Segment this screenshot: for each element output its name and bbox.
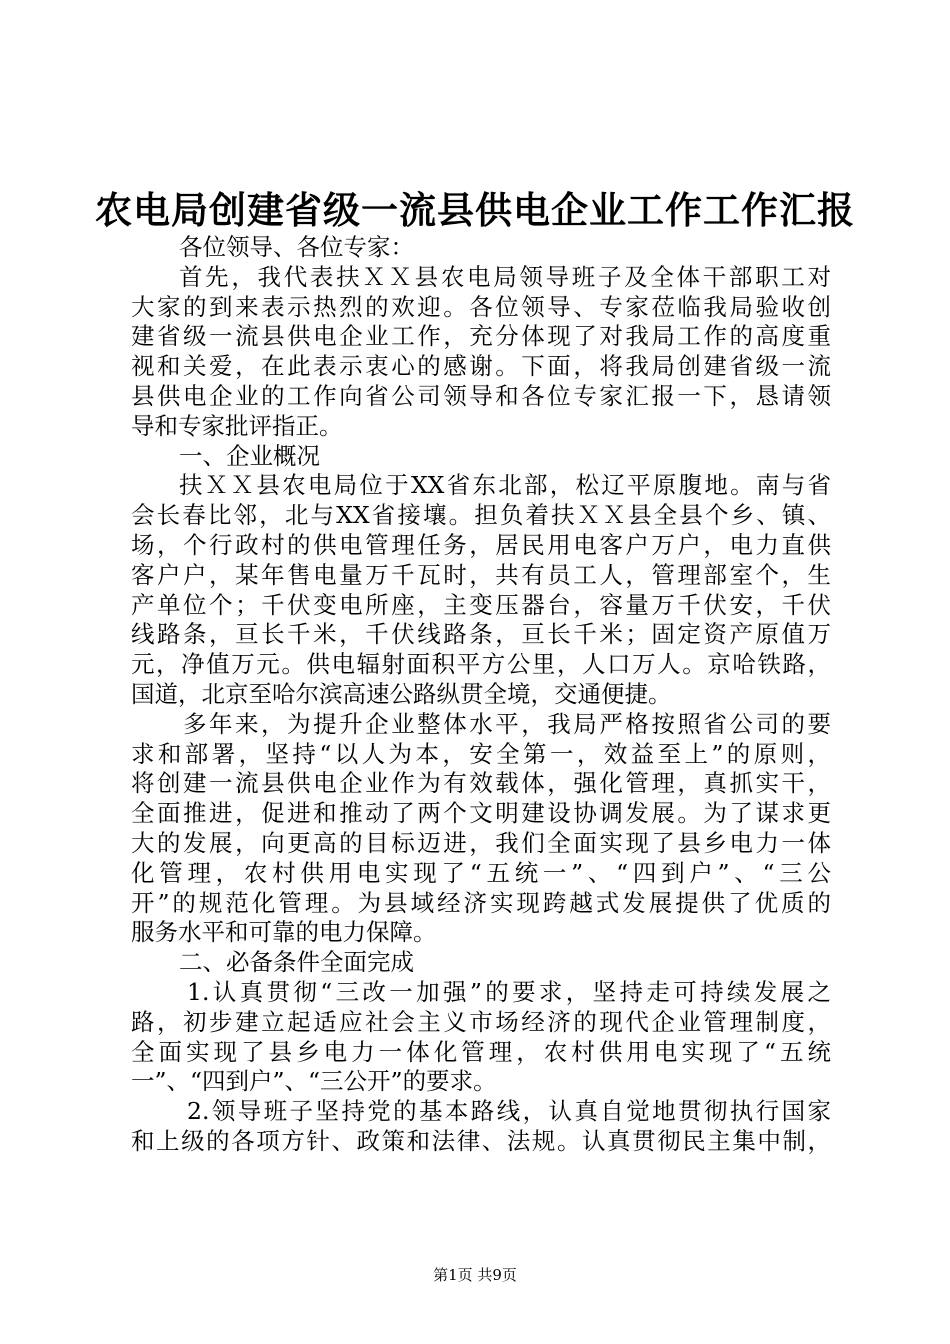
paragraph-line: 服务水平和可靠的电力保障。 — [131, 918, 437, 947]
paragraph-line: 全面实现了县乡电力一体化管理，农村供用电实现了“五统 — [131, 1037, 831, 1066]
section-heading: 二、必备条件全面完成 — [179, 948, 414, 977]
paragraph-line: 国道，北京至哈尔滨高速公路纵贯全境，交通便捷。 — [131, 679, 672, 708]
paragraph-line: 和上级的各项方针、政策和法律、法规。认真贯彻民主集中制， — [131, 1126, 831, 1155]
paragraph-line: 客户户，某年售电量万千瓦时，共有员工人，管理部室个，生 — [131, 560, 831, 589]
paragraph-line: 一”、“四到户”、“三公开”的要求。 — [131, 1067, 497, 1096]
paragraph-line: 导和专家批评指正。 — [131, 411, 343, 440]
paragraph-line: 求和部署，坚持“以人为本，安全第一，效益至上”的原则， — [131, 739, 831, 768]
paragraph-line: 会长春比邻，北与XX省接壤。担负着扶ＸＸ县全县个乡、镇、 — [131, 501, 831, 530]
paragraph-line: 县供电企业的工作向省公司领导和各位专家汇报一下，恳请领 — [131, 381, 831, 410]
salutation: 各位领导、各位专家： — [179, 233, 414, 261]
paragraph-line: 场，个行政村的供电管理任务，居民用电客户万户，电力直供 — [131, 530, 831, 559]
page-number: 第1页 共9页 — [433, 1266, 517, 1284]
paragraph-line: 化管理，农村供用电实现了“五统一”、“四到户”、“三公 — [131, 858, 831, 887]
paragraph-line: 大家的到来表示热烈的欢迎。各位领导、专家莅临我局验收创 — [131, 292, 831, 321]
paragraph-line: 首先，我代表扶ＸＸ县农电局领导班子及全体干部职工对 — [179, 262, 831, 291]
paragraph-line: 全面推进，促进和推动了两个文明建设协调发展。为了谋求更 — [131, 799, 831, 828]
paragraph-line: 元，净值万元。供电辐射面积平方公里，人口万人。京哈铁路， — [131, 650, 831, 679]
paragraph-line: 2.领导班子坚持党的基本路线，认真自觉地贯彻执行国家 — [187, 1097, 831, 1126]
paragraph-line: 产单位个；千伏变电所座，主变压器台，容量万千伏安，千伏 — [131, 590, 831, 619]
paragraph-line: 1.认真贯彻“三改一加强”的要求，坚持走可持续发展之 — [187, 977, 831, 1006]
paragraph-line: 多年来，为提升企业整体水平，我局严格按照省公司的要 — [183, 709, 831, 738]
paragraph-line: 路，初步建立起适应社会主义市场经济的现代企业管理制度， — [131, 1007, 831, 1036]
document-body — [131, 233, 831, 1157]
paragraph-line: 线路条，亘长千米，千伏线路条，亘长千米；固定资产原值万 — [131, 620, 831, 649]
paragraph-line: 建省级一流县供电企业工作，充分体现了对我局工作的高度重 — [131, 322, 831, 351]
paragraph-line: 开”的规范化管理。为县域经济实现跨越式发展提供了优质的 — [131, 888, 831, 917]
paragraph-line: 视和关爱，在此表示衷心的感谢。下面，将我局创建省级一流 — [131, 352, 831, 381]
paragraph-line: 扶ＸＸ县农电局位于XX省东北部，松辽平原腹地。南与省 — [179, 471, 831, 500]
document-title: 农电局创建省级一流县供电企业工作工作汇报 — [95, 188, 855, 232]
paragraph-line: 将创建一流县供电企业作为有效载体，强化管理，真抓实干， — [131, 769, 831, 798]
section-heading: 一、企业概况 — [179, 441, 320, 470]
paragraph-line: 大的发展，向更高的目标迈进，我们全面实现了县乡电力一体 — [131, 828, 831, 857]
